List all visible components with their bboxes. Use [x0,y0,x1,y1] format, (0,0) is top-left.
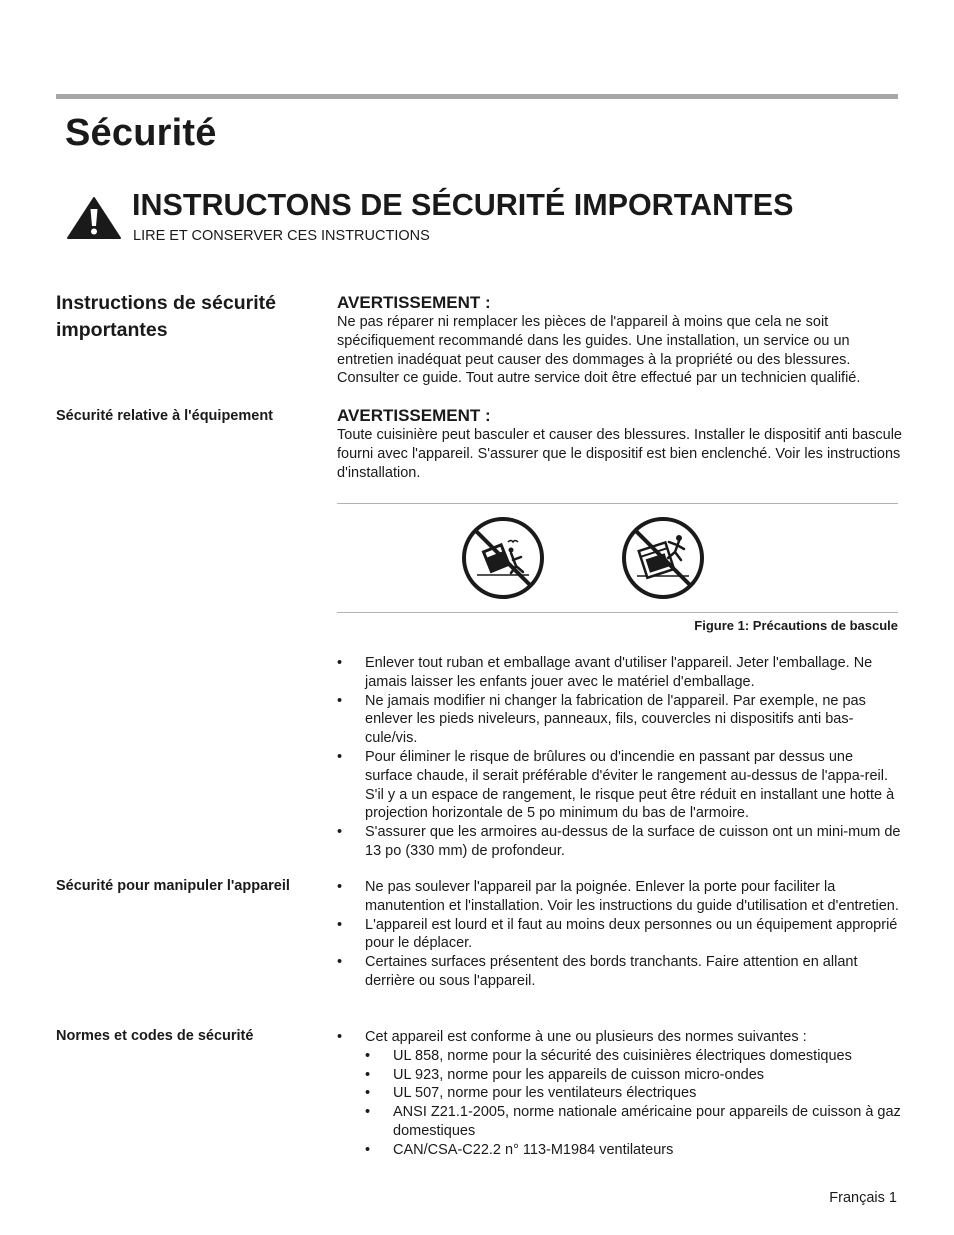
list-item: • L'appareil est lourd et il faut au moins deux personnes ou un équipement approprié pour le déplacer. [337,916,901,954]
top-rule [56,94,898,99]
list-item: • Enlever tout ruban et emballage avant d'utiliser l'appareil. Jeter l'emballage. Ne jamais laisser les enfants jouer avec le matériel d'emballage. [337,654,901,692]
list-item: • Certaines surfaces présentent des bords tranchants. Faire attention en allant derrière ou sous l'appareil. [337,953,901,991]
safety-heading: INSTRUCTONS DE SÉCURITÉ IMPORTANTES [132,188,794,222]
warning-block-repair [337,293,902,388]
page-title: Sécurité [65,112,217,154]
figure-top-rule [337,503,898,504]
figure-caption: Figure 1: Précautions de bascule [694,618,898,633]
warning-block-tipping [337,406,902,482]
warning-triangle-icon [66,196,122,240]
standard-item: • UL 858, norme pour la sécurité des cuisinières électriques domestiques [365,1047,901,1066]
label-handling-safety: Sécurité pour manipuler l'appareil [56,878,290,894]
standards-intro: Cet appareil est conforme à une ou plusieurs des normes suivantes : [365,1029,807,1045]
handling-safety-list [337,878,901,991]
standards-sublist [365,1047,901,1160]
warning-title: AVERTISSEMENT : [337,406,491,425]
standard-item: • CAN/CSA-C22.2 n° 113-M1984 ventilateurs [365,1141,901,1160]
section-title: Instructions de sécurité importantes [56,292,276,341]
no-climbing-icon [621,516,705,600]
warning-title: AVERTISSEMENT : [337,293,491,312]
list-item: • Ne jamais modifier ni changer la fabrication de l'appareil. Par exemple, ne pas enlever les pieds niveleurs, panneaux, fils, couvercles ni dispositifs anti bas-cule/vis. [337,692,901,748]
standard-item: • UL 923, norme pour les appareils de cuisson micro-ondes [365,1066,901,1085]
label-equipment-safety: Sécurité relative à l'équipement [56,408,274,424]
no-tipping-icon [461,516,545,600]
label-standards: Normes et codes de sécurité [56,1028,254,1044]
warning-text: Toute cuisinière peut basculer et causer des blessures. Installer le dispositif anti bascule fourni avec l'appareil. S'assurer que le dispositif est bien enclenché. Voir les instructions d'installation. [337,427,902,481]
page-footer: Français 1 [829,1190,897,1206]
list-item [337,1028,901,1160]
standard-item: • UL 507, norme pour les ventilateurs électriques [365,1084,901,1103]
standards-list [337,1028,901,1160]
equipment-safety-list [337,654,901,861]
standard-item: • ANSI Z21.1-2005, norme nationale américaine pour appareils de cuisson à gaz domestiques [365,1103,901,1141]
figure-bottom-rule [337,612,898,613]
list-item: • S'assurer que les armoires au-dessus de la surface de cuisson ont un mini-mum de 13 po (330 mm) de profondeur. [337,823,901,861]
safety-subheading: LIRE ET CONSERVER CES INSTRUCTIONS [133,228,430,244]
list-item: • Pour éliminer le risque de brûlures ou d'incendie en passant par dessus une surface chaude, il serait préférable d'éviter le rangement au-dessus de l'appa-reil. S'il y a un espace de rangement, le risque peut être réduit en installant une hotte à projection horizontale de 5 po minimum du bas de l'armoire. [337,748,901,823]
list-item: • Ne pas soulever l'appareil par la poignée. Enlever la porte pour faciliter la manutention et l'installation. Voir les instructions du guide d'utilisation et d'entretien. [337,878,901,916]
warning-text: Ne pas réparer ni remplacer les pièces de l'appareil à moins que cela ne soit spécifiquement recommandé dans les guides. Une installation, un service ou un entretien inadéquat peut causer des dommages à la propriété ou des blessures. Consulter ce guide. Tout autre service doit être effectué par un technicien qualifié. [337,314,861,387]
